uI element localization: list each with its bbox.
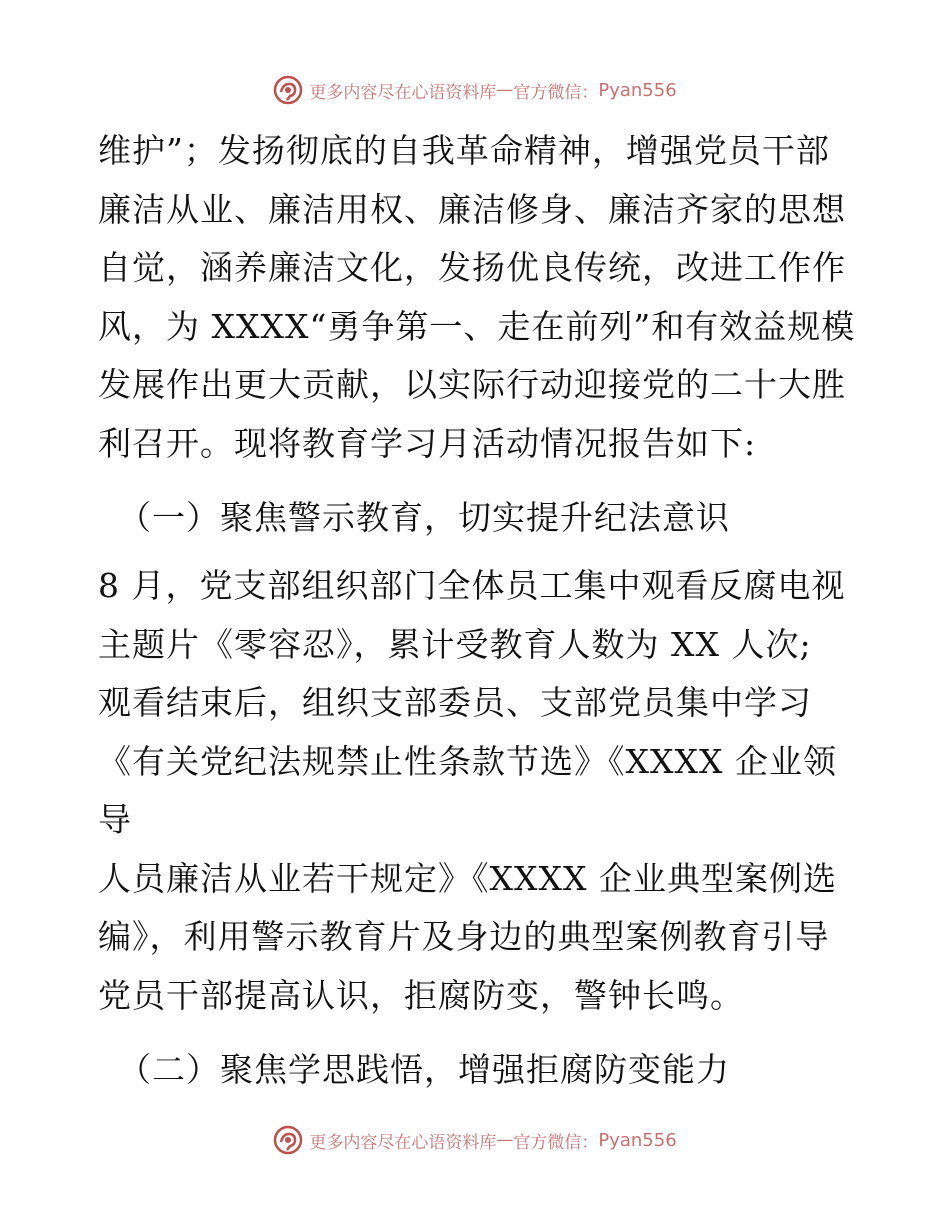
banner-wechat-id: Pyan556 — [598, 79, 677, 101]
text-line: 发展作出更大贡献，以实际行动迎接党的二十大胜 — [98, 365, 846, 404]
text-line: 维护”；发扬彻底的自我革命精神，增强党员干部 — [98, 131, 830, 170]
brain-logo-icon — [273, 1125, 303, 1155]
text-line: 自觉，涵养廉洁文化，发扬优良传统，改进工作作 — [98, 248, 846, 287]
brain-logo-icon — [273, 75, 303, 105]
banner-separator: — — [496, 1130, 514, 1150]
text-line: 编》，利用警示教育片及身边的典型案例教育引导 — [98, 917, 830, 956]
document-body — [98, 122, 858, 1099]
text-line: 党员干部提高认识，拒腐防变，警钟长鸣。 — [98, 975, 744, 1015]
footer-banner — [0, 1120, 950, 1160]
text-line: 8 月，党支部组织部门全体员工集中观看反腐电视 — [98, 566, 846, 605]
text-line: 风，为 XXXX“勇争第一、走在前列”和有效益规模 — [98, 306, 856, 346]
banner-wechat-label: 官方微信： — [513, 82, 599, 103]
paragraph-intro — [98, 122, 858, 473]
text-line: 利召开。现将教育学习月活动情况报告如下: — [98, 423, 757, 463]
header-banner — [0, 70, 950, 110]
text-line: 观看结束后，组织支部委员、支部党员集中学习 — [98, 683, 812, 722]
banner-wechat-label: 官方微信： — [513, 1132, 599, 1153]
section-heading-1: （一）聚焦警示教育，切实提升纪法意识 — [118, 498, 730, 537]
banner-text: 更多内容尽在心语资料库 — [309, 1132, 497, 1153]
text-line: 《有关党纪法规禁止性条款节选》《XXXX 企业领导 — [98, 741, 837, 839]
paragraph-warning-education — [98, 557, 858, 1025]
text-line: 廉洁从业、廉洁用权、廉洁修身、廉洁齐家的思想 — [98, 189, 846, 229]
text-line: 主题片《零容忍》，累计受教育人数为 XX 人次; — [98, 624, 812, 664]
banner-wechat-id: Pyan556 — [598, 1129, 677, 1151]
section-heading-2: （二）聚焦学思践悟，增强拒腐防变能力 — [118, 1050, 730, 1089]
banner-separator: — — [496, 80, 514, 100]
banner-text: 更多内容尽在心语资料库 — [309, 82, 497, 103]
text-line: 人员廉洁从业若干规定》《XXXX 企业典型案例选 — [98, 858, 837, 898]
